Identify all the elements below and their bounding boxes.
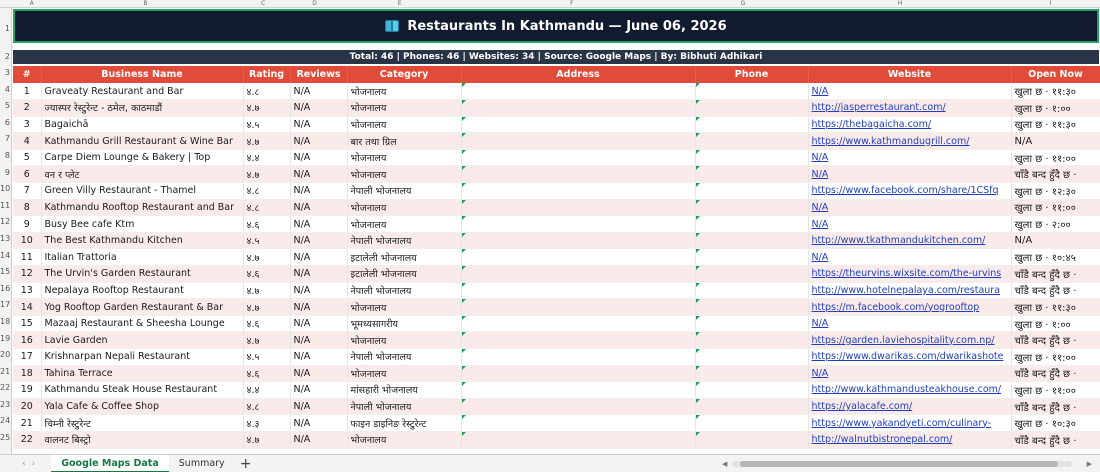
- sheet-title: Restaurants In Kathmandu — June 06, 2026: [407, 18, 727, 34]
- cell-category[interactable]: नेपाली भोजनालय: [347, 282, 461, 299]
- title-banner[interactable]: [13, 9, 1099, 43]
- cell-rating[interactable]: ४.७: [243, 431, 290, 448]
- cell-category[interactable]: भोजनालय: [347, 83, 461, 100]
- cell-reviews[interactable]: N/A: [290, 216, 347, 233]
- cell-phone[interactable]: [695, 232, 808, 249]
- cell-rating[interactable]: ४.७: [243, 332, 290, 349]
- cell-num[interactable]: 14: [13, 299, 41, 316]
- cell-rating[interactable]: ४.८: [243, 183, 290, 200]
- cell-phone[interactable]: [695, 166, 808, 183]
- table-row: [13, 166, 1100, 183]
- cell-num[interactable]: 21: [13, 415, 41, 432]
- cell-phone[interactable]: [695, 149, 808, 166]
- cell-website[interactable]: N/A: [808, 149, 1011, 166]
- cell-rating[interactable]: ४.७: [243, 166, 290, 183]
- cell-address[interactable]: [461, 183, 695, 200]
- cell-address[interactable]: [461, 398, 695, 415]
- cell-website[interactable]: http://www.tkathmandukitchen.com/: [808, 232, 1011, 249]
- header-num[interactable]: #: [13, 66, 41, 83]
- cell-reviews[interactable]: N/A: [290, 133, 347, 150]
- cell-reviews[interactable]: N/A: [290, 83, 347, 100]
- cell-address[interactable]: [461, 100, 695, 117]
- column-letter[interactable]: G: [740, 0, 746, 7]
- cell-address[interactable]: [461, 116, 695, 133]
- cell-name[interactable]: The Best Kathmandu Kitchen: [41, 232, 243, 249]
- cell-reviews[interactable]: N/A: [290, 332, 347, 349]
- cell-category[interactable]: भोजनालय: [347, 100, 461, 117]
- cell-address[interactable]: [461, 232, 695, 249]
- cell-num[interactable]: 22: [13, 431, 41, 448]
- cell-reviews[interactable]: N/A: [290, 100, 347, 117]
- cell-name[interactable]: Kathmandu Rooftop Restaurant and Bar: [41, 199, 243, 216]
- table-row: [13, 199, 1100, 216]
- cell-address[interactable]: [461, 315, 695, 332]
- row-number[interactable]: 19: [0, 333, 11, 343]
- cell-open-now[interactable]: चाँडै बन्द हुँदै छ ·: [1011, 166, 1100, 183]
- cell-num[interactable]: 1: [13, 83, 41, 100]
- cell-rating[interactable]: ४.८: [243, 83, 290, 100]
- open-book-icon: [385, 20, 399, 32]
- cell-rating[interactable]: ४.८: [243, 398, 290, 415]
- table-row: [13, 83, 1100, 100]
- cell-address[interactable]: [461, 349, 695, 366]
- cell-num[interactable]: 13: [13, 282, 41, 299]
- header-row: [13, 66, 1100, 83]
- cell-reviews[interactable]: N/A: [290, 249, 347, 266]
- prev-sheet-icon[interactable]: ‹: [22, 458, 26, 469]
- cell-rating[interactable]: ४.४: [243, 149, 290, 166]
- table-row: [13, 216, 1100, 233]
- cell-address[interactable]: [461, 415, 695, 432]
- cell-website[interactable]: https://yalacafe.com/: [808, 398, 1011, 415]
- cell-phone[interactable]: [695, 382, 808, 399]
- cell-reviews[interactable]: N/A: [290, 349, 347, 366]
- cell-reviews[interactable]: N/A: [290, 415, 347, 432]
- cell-open-now[interactable]: चाँडै बन्द हुँदै छ ·: [1011, 365, 1100, 382]
- cell-num[interactable]: 8: [13, 199, 41, 216]
- cell-category[interactable]: इटालेली भोजनालय: [347, 266, 461, 283]
- cell-name[interactable]: Carpe Diem Lounge & Bakery | Top: [41, 149, 243, 166]
- column-letter[interactable]: B: [143, 0, 148, 7]
- table-row: [13, 232, 1100, 249]
- cell-rating[interactable]: ४.७: [243, 299, 290, 316]
- cell-rating[interactable]: ४.५: [243, 349, 290, 366]
- cell-open-now[interactable]: चाँडै बन्द हुँदै छ ·: [1011, 266, 1100, 283]
- cell-name[interactable]: Lavie Garden: [41, 332, 243, 349]
- row-number[interactable]: 1: [4, 24, 10, 33]
- sheet-nav: [0, 459, 35, 469]
- cell-address[interactable]: [461, 149, 695, 166]
- cell-rating[interactable]: ४.७: [243, 282, 290, 299]
- cell-name[interactable]: ज्यास्पर रेस्टुरेन्ट - ठमेल, काठमाडौं: [41, 100, 243, 117]
- cell-open-now[interactable]: N/A: [1011, 232, 1100, 249]
- cell-rating[interactable]: ४.७: [243, 100, 290, 117]
- column-letter[interactable]: H: [897, 0, 903, 7]
- cell-category[interactable]: नेपाली भोजनालय: [347, 349, 461, 366]
- cell-category[interactable]: नेपाली भोजनालय: [347, 232, 461, 249]
- add-sheet-icon[interactable]: +: [239, 455, 252, 472]
- cell-name[interactable]: Yog Rooftop Garden Restaurant & Bar: [41, 299, 243, 316]
- header-open-now[interactable]: Open Now: [1011, 66, 1100, 83]
- cell-rating[interactable]: ४.५: [243, 116, 290, 133]
- header-reviews[interactable]: Reviews: [290, 66, 347, 83]
- cell-address[interactable]: [461, 199, 695, 216]
- cell-address[interactable]: [461, 266, 695, 283]
- cell-open-now[interactable]: खुला छ · ११:३०: [1011, 83, 1100, 100]
- cell-open-now[interactable]: खुला छ · ११:३०: [1011, 116, 1100, 133]
- cell-name[interactable]: Italian Trattoria: [41, 249, 243, 266]
- cell-rating[interactable]: ४.७: [243, 133, 290, 150]
- cell-address[interactable]: [461, 216, 695, 233]
- cell-name[interactable]: Krishnarpan Nepali Restaurant: [41, 349, 243, 366]
- cell-reviews[interactable]: N/A: [290, 431, 347, 448]
- row-number[interactable]: 2: [4, 52, 10, 61]
- table-row: [13, 349, 1100, 366]
- cell-website[interactable]: N/A: [808, 166, 1011, 183]
- cell-reviews[interactable]: N/A: [290, 266, 347, 283]
- cell-phone[interactable]: [695, 398, 808, 415]
- cell-website[interactable]: N/A: [808, 216, 1011, 233]
- cell-category[interactable]: नेपाली भोजनालय: [347, 183, 461, 200]
- cell-reviews[interactable]: N/A: [290, 183, 347, 200]
- column-letters-header: [0, 0, 1100, 8]
- cell-rating[interactable]: ४.४: [243, 382, 290, 399]
- cell-reviews[interactable]: N/A: [290, 315, 347, 332]
- cell-phone[interactable]: [695, 216, 808, 233]
- cell-open-now[interactable]: खुला छ · २:००: [1011, 216, 1100, 233]
- table-row: [13, 299, 1100, 316]
- table-row: [13, 266, 1100, 283]
- sheet-tab-google-maps-data[interactable]: Google Maps Data: [51, 455, 169, 472]
- row-number[interactable]: 18: [0, 316, 11, 326]
- cell-website[interactable]: https://theurvins.wixsite.com/the-urvins: [808, 266, 1011, 283]
- table-row: [13, 415, 1100, 432]
- cell-website[interactable]: N/A: [808, 199, 1011, 216]
- cell-website[interactable]: https://www.dwarikas.com/dwarikashote: [808, 349, 1011, 366]
- table-row: [13, 133, 1100, 150]
- cell-address[interactable]: [461, 365, 695, 382]
- cell-open-now[interactable]: खुला छ · ११:००: [1011, 349, 1100, 366]
- cell-phone[interactable]: [695, 266, 808, 283]
- row-number[interactable]: 7: [4, 134, 10, 144]
- cell-phone[interactable]: [695, 315, 808, 332]
- cell-num[interactable]: 4: [13, 133, 41, 150]
- cell-num[interactable]: 5: [13, 149, 41, 166]
- row-numbers-gutter: [0, 8, 12, 454]
- row-number[interactable]: 25: [0, 433, 11, 443]
- table-row: [13, 315, 1100, 332]
- cell-website[interactable]: https://www.yakandyeti.com/culinary-: [808, 415, 1011, 432]
- cell-open-now[interactable]: चाँडै बन्द हुँदै छ ·: [1011, 332, 1100, 349]
- cell-rating[interactable]: ४.६: [243, 216, 290, 233]
- cell-num[interactable]: 3: [13, 116, 41, 133]
- cell-open-now[interactable]: खुला छ · १:००: [1011, 315, 1100, 332]
- scroll-left-icon[interactable]: ◀: [722, 460, 728, 468]
- cell-num[interactable]: 16: [13, 332, 41, 349]
- table-row: [13, 282, 1100, 299]
- cell-phone[interactable]: [695, 365, 808, 382]
- column-letter[interactable]: D: [312, 0, 317, 7]
- cell-website[interactable]: http://www.kathmandusteakhouse.com/: [808, 382, 1011, 399]
- row-number[interactable]: 9: [4, 167, 10, 177]
- cell-category[interactable]: भोजनालय: [347, 431, 461, 448]
- cell-phone[interactable]: [695, 299, 808, 316]
- cell-reviews[interactable]: N/A: [290, 398, 347, 415]
- cell-name[interactable]: Graveaty Restaurant and Bar: [41, 83, 243, 100]
- row-number[interactable]: 10: [0, 184, 11, 194]
- cell-website[interactable]: N/A: [808, 365, 1011, 382]
- cell-reviews[interactable]: N/A: [290, 382, 347, 399]
- cell-address[interactable]: [461, 282, 695, 299]
- cell-phone[interactable]: [695, 83, 808, 100]
- cell-open-now[interactable]: चाँडै बन्द हुँदै छ ·: [1011, 398, 1100, 415]
- cell-phone[interactable]: [695, 249, 808, 266]
- column-letter[interactable]: C: [261, 0, 266, 7]
- cell-open-now[interactable]: चाँडै बन्द हुँदै छ ·: [1011, 431, 1100, 448]
- cell-name[interactable]: Kathmandu Steak House Restaurant: [41, 382, 243, 399]
- select-all-corner[interactable]: [0, 0, 12, 8]
- cell-name[interactable]: वन र प्लेट: [41, 166, 243, 183]
- cell-name[interactable]: चिम्नी रेस्टुरेन्ट: [41, 415, 243, 432]
- table-row: [13, 431, 1100, 448]
- cell-reviews[interactable]: N/A: [290, 116, 347, 133]
- cell-website[interactable]: https://m.facebook.com/yogrooftop: [808, 299, 1011, 316]
- cell-num[interactable]: 2: [13, 100, 41, 117]
- cell-open-now[interactable]: खुला छ · ११:००: [1011, 199, 1100, 216]
- cell-phone[interactable]: [695, 349, 808, 366]
- cell-category[interactable]: फाइन डाइनिङ रेस्टुरेन्ट: [347, 415, 461, 432]
- cell-category[interactable]: भोजनालय: [347, 149, 461, 166]
- cell-num[interactable]: 6: [13, 166, 41, 183]
- cell-num[interactable]: 9: [13, 216, 41, 233]
- cell-address[interactable]: [461, 249, 695, 266]
- row-number[interactable]: 5: [4, 101, 10, 111]
- cell-num[interactable]: 10: [13, 232, 41, 249]
- cell-phone[interactable]: [695, 199, 808, 216]
- cell-name[interactable]: Tahina Terrace: [41, 365, 243, 382]
- row-number[interactable]: 23: [0, 399, 11, 409]
- row-number[interactable]: 15: [0, 267, 11, 277]
- cell-website[interactable]: https://www.kathmandugrill.com/: [808, 133, 1011, 150]
- cell-name[interactable]: Busy Bee cafe Ktm: [41, 216, 243, 233]
- cell-num[interactable]: 7: [13, 183, 41, 200]
- cell-category[interactable]: भूमध्यसागरीय: [347, 315, 461, 332]
- cell-category[interactable]: इटालेली भोजनालय: [347, 249, 461, 266]
- cell-address[interactable]: [461, 133, 695, 150]
- sheet-tab-summary[interactable]: Summary: [178, 457, 225, 469]
- cell-reviews[interactable]: N/A: [290, 166, 347, 183]
- cell-address[interactable]: [461, 299, 695, 316]
- cell-name[interactable]: Bagaichā: [41, 116, 243, 133]
- cell-website[interactable]: https://thebagaicha.com/: [808, 116, 1011, 133]
- cell-open-now[interactable]: खुला छ · १:००: [1011, 100, 1100, 117]
- cell-reviews[interactable]: N/A: [290, 299, 347, 316]
- cell-num[interactable]: 19: [13, 382, 41, 399]
- column-letter[interactable]: I: [1049, 0, 1052, 7]
- cell-phone[interactable]: [695, 332, 808, 349]
- cell-name[interactable]: Kathmandu Grill Restaurant & Wine Bar: [41, 133, 243, 150]
- cell-category[interactable]: भोजनालय: [347, 216, 461, 233]
- cell-name[interactable]: वालनट बिस्ट्रो: [41, 431, 243, 448]
- scrollbar-thumb[interactable]: [740, 461, 1058, 467]
- column-letter[interactable]: A: [29, 0, 34, 7]
- cell-open-now[interactable]: N/A: [1011, 133, 1100, 150]
- row-number[interactable]: 13: [0, 233, 11, 243]
- table-row: [13, 365, 1100, 382]
- table-row: [13, 332, 1100, 349]
- row-number[interactable]: 8: [4, 150, 10, 160]
- cell-category[interactable]: मांसहारी भोजनालय: [347, 382, 461, 399]
- cell-num[interactable]: 15: [13, 315, 41, 332]
- cell-rating[interactable]: ४.८: [243, 199, 290, 216]
- cell-open-now[interactable]: खुला छ · ११:३०: [1011, 299, 1100, 316]
- cell-rating[interactable]: ४.६: [243, 315, 290, 332]
- cell-phone[interactable]: [695, 183, 808, 200]
- cell-open-now[interactable]: खुला छ · १०:३०: [1011, 415, 1100, 432]
- cell-category[interactable]: भोजनालय: [347, 166, 461, 183]
- cell-address[interactable]: [461, 332, 695, 349]
- cell-phone[interactable]: [695, 116, 808, 133]
- row-number[interactable]: 14: [0, 250, 11, 260]
- cell-category[interactable]: भोजनालय: [347, 365, 461, 382]
- column-letter[interactable]: E: [397, 0, 402, 7]
- cell-name[interactable]: Mazaaj Restaurant & Sheesha Lounge: [41, 315, 243, 332]
- header-address[interactable]: Address: [461, 66, 695, 83]
- cell-website[interactable]: N/A: [808, 315, 1011, 332]
- cell-num[interactable]: 20: [13, 398, 41, 415]
- cell-rating[interactable]: ४.६: [243, 266, 290, 283]
- cell-rating[interactable]: ४.७: [243, 249, 290, 266]
- cell-reviews[interactable]: N/A: [290, 199, 347, 216]
- column-letter[interactable]: F: [570, 0, 574, 7]
- scroll-right-icon[interactable]: ▶: [1086, 460, 1092, 468]
- cell-reviews[interactable]: N/A: [290, 232, 347, 249]
- cell-num[interactable]: 18: [13, 365, 41, 382]
- cell-website[interactable]: http://walnutbistronepal.com/: [808, 431, 1011, 448]
- restaurants-table: [13, 66, 1100, 449]
- cell-open-now[interactable]: खुला छ · ११:००: [1011, 149, 1100, 166]
- row-number[interactable]: 22: [0, 383, 11, 393]
- cell-category[interactable]: भोजनालय: [347, 332, 461, 349]
- cell-category[interactable]: नेपाली भोजनालय: [347, 398, 461, 415]
- cell-name[interactable]: The Urvin's Garden Restaurant: [41, 266, 243, 283]
- cell-name[interactable]: Nepalaya Rooftop Restaurant: [41, 282, 243, 299]
- cell-phone[interactable]: [695, 100, 808, 117]
- cell-rating[interactable]: ४.६: [243, 365, 290, 382]
- cell-address[interactable]: [461, 83, 695, 100]
- cell-open-now[interactable]: खुला छ · १०:४५: [1011, 249, 1100, 266]
- cell-name[interactable]: Green Villy Restaurant - Thamel: [41, 183, 243, 200]
- cell-phone[interactable]: [695, 415, 808, 432]
- table-row: [13, 249, 1100, 266]
- cell-address[interactable]: [461, 431, 695, 448]
- cell-phone[interactable]: [695, 431, 808, 448]
- sheet-tabs-bar: [0, 454, 1100, 472]
- cell-category[interactable]: भोजनालय: [347, 299, 461, 316]
- cell-name[interactable]: Yala Cafe & Coffee Shop: [41, 398, 243, 415]
- horizontal-scrollbar[interactable]: [722, 460, 1092, 468]
- cell-website[interactable]: https://www.facebook.com/share/1CSfq: [808, 183, 1011, 200]
- summary-subtitle[interactable]: Total: 46 | Phones: 46 | Websites: 34 | Source: Google Maps | By: Bibhuti Adhikari: [13, 50, 1099, 64]
- header-business-name[interactable]: Business Name: [41, 66, 243, 83]
- cell-open-now[interactable]: खुला छ · १२:३०: [1011, 183, 1100, 200]
- cell-phone[interactable]: [695, 133, 808, 150]
- cell-website[interactable]: http://jasperrestaurant.com/: [808, 100, 1011, 117]
- row-number[interactable]: 20: [0, 350, 11, 360]
- table-row: [13, 100, 1100, 117]
- row-number[interactable]: 17: [0, 300, 11, 310]
- row-number[interactable]: 4: [4, 84, 10, 94]
- table-row: [13, 398, 1100, 415]
- table-row: [13, 183, 1100, 200]
- cell-open-now[interactable]: खुला छ · ११:००: [1011, 382, 1100, 399]
- cell-category[interactable]: भोजनालय: [347, 199, 461, 216]
- row-number[interactable]: 6: [4, 117, 10, 127]
- cell-website[interactable]: N/A: [808, 249, 1011, 266]
- next-sheet-icon[interactable]: ›: [31, 458, 36, 469]
- cell-reviews[interactable]: N/A: [290, 365, 347, 382]
- cell-num[interactable]: 12: [13, 266, 41, 283]
- cell-category[interactable]: भोजनालय: [347, 116, 461, 133]
- row-number[interactable]: 24: [0, 416, 11, 426]
- row-number[interactable]: 3: [4, 68, 10, 77]
- cell-open-now[interactable]: चाँडै बन्द हुँदै छ ·: [1011, 282, 1100, 299]
- row-number[interactable]: 21: [0, 366, 11, 376]
- header-website[interactable]: Website: [808, 66, 1011, 83]
- cell-rating[interactable]: ४.५: [243, 232, 290, 249]
- table-row: [13, 149, 1100, 166]
- cell-num[interactable]: 17: [13, 349, 41, 366]
- cell-rating[interactable]: ४.३: [243, 415, 290, 432]
- cell-website[interactable]: https://garden.laviehospitality.com.np/: [808, 332, 1011, 349]
- header-category[interactable]: Category: [347, 66, 461, 83]
- row-number[interactable]: 12: [0, 217, 11, 227]
- cell-reviews[interactable]: N/A: [290, 282, 347, 299]
- row-number[interactable]: 11: [0, 200, 11, 210]
- table-row: [13, 116, 1100, 133]
- cell-phone[interactable]: [695, 282, 808, 299]
- header-rating[interactable]: Rating: [243, 66, 290, 83]
- cell-category[interactable]: बार तथा ग्रिल: [347, 133, 461, 150]
- cell-address[interactable]: [461, 382, 695, 399]
- row-number[interactable]: 16: [0, 283, 11, 293]
- cell-address[interactable]: [461, 166, 695, 183]
- cell-num[interactable]: 11: [13, 249, 41, 266]
- header-phone[interactable]: Phone: [695, 66, 808, 83]
- table-row: [13, 382, 1100, 399]
- cell-website[interactable]: http://www.hotelnepalaya.com/restaura: [808, 282, 1011, 299]
- cell-reviews[interactable]: N/A: [290, 149, 347, 166]
- cell-website[interactable]: N/A: [808, 83, 1011, 100]
